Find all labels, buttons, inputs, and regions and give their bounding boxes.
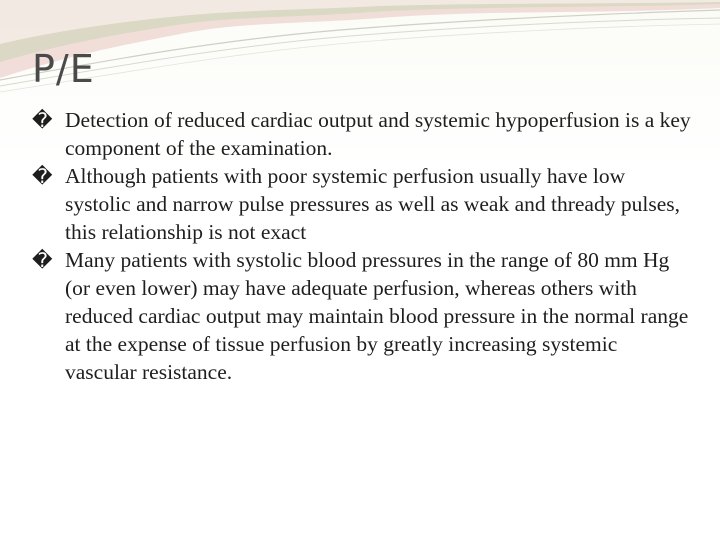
- header-swoosh-decoration: [0, 0, 720, 120]
- bullet-item: [32, 246, 692, 386]
- bullet-item: [32, 106, 692, 162]
- bullet-marker-icon: �: [32, 248, 53, 272]
- bullet-text: Many patients with systolic blood pressures in the range of 80 mm Hg (or even lower) may have adequate perfusion, whereas others with reduced cardiac output may maintain blood pressure in the normal range at the expense of tissue perfusion by greatly increasing systemic vascular resistance.: [65, 248, 689, 384]
- bullet-item: [32, 162, 692, 246]
- slide-title: P/E: [32, 47, 95, 91]
- bullet-text: Detection of reduced cardiac output and systemic hypoperfusion is a key component of the examination.: [65, 108, 691, 160]
- bullet-marker-icon: �: [32, 164, 53, 188]
- bullet-list: [32, 106, 692, 386]
- bullet-text: Although patients with poor systemic perfusion usually have low systolic and narrow pulse pressures as well as weak and thready pulses, this relationship is not exact: [65, 164, 680, 244]
- bullet-marker-icon: �: [32, 108, 53, 132]
